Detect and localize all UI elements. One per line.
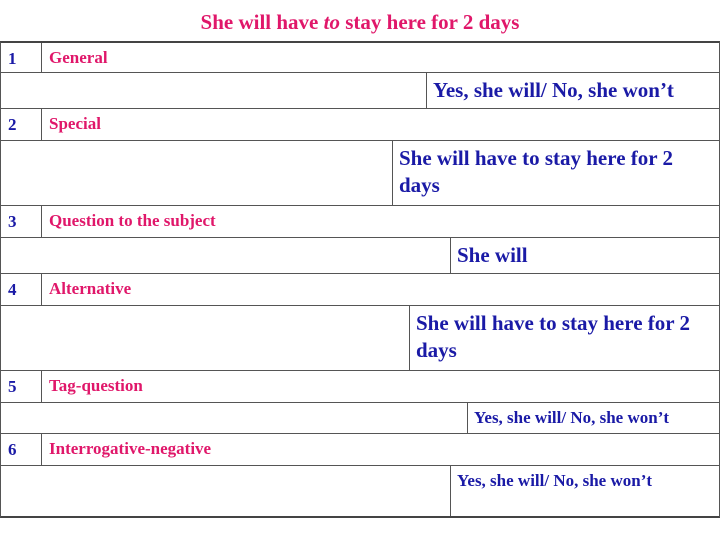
- row-number: 5: [1, 371, 42, 402]
- blank-cell: [1, 466, 451, 516]
- page-title: [0, 10, 720, 35]
- type-row-2: [0, 109, 720, 141]
- blank-cell: [1, 306, 410, 370]
- answer-cell: Yes, she will/ No, she won’t: [433, 78, 674, 102]
- type-row-4: [0, 274, 720, 306]
- blank-cell: [1, 73, 427, 108]
- row-number: 2: [1, 109, 42, 140]
- answer-row-6: [0, 466, 720, 518]
- answer-row-5: [0, 403, 720, 434]
- type-row-5: [0, 371, 720, 403]
- question-type-label: Question to the subject: [49, 211, 216, 230]
- answer-cell: Yes, she will/ No, she won’t: [474, 408, 670, 427]
- question-type-label: Special: [49, 114, 101, 133]
- title-before: She will have: [200, 10, 324, 34]
- answer-row-1: [0, 73, 720, 109]
- answer-cell: Yes, she will/ No, she won’t: [457, 471, 653, 490]
- answer-cell: She will have to stay here for 2 days: [399, 146, 673, 197]
- blank-cell: [1, 403, 468, 433]
- type-row-6: [0, 434, 720, 466]
- title-italic: to: [323, 10, 340, 34]
- blank-cell: [1, 141, 393, 205]
- row-number: 4: [1, 274, 42, 305]
- answer-row-4: [0, 306, 720, 371]
- type-row-3: [0, 206, 720, 238]
- title-after: stay here for 2 days: [339, 10, 520, 34]
- answer-row-3: [0, 238, 720, 274]
- question-type-label: Interrogative-negative: [49, 439, 212, 458]
- blank-cell: [1, 238, 451, 273]
- type-row-1: [0, 41, 720, 73]
- answer-row-2: [0, 141, 720, 206]
- question-type-label: Tag-question: [49, 376, 143, 395]
- row-number: 6: [1, 434, 42, 465]
- row-number: 1: [1, 43, 42, 72]
- sentence-types-table: [0, 41, 720, 518]
- answer-cell: She will have to stay here for 2 days: [416, 311, 690, 362]
- question-type-label: Alternative: [49, 279, 132, 298]
- answer-cell: She will: [457, 243, 528, 267]
- question-type-label: General: [49, 48, 108, 67]
- row-number: 3: [1, 206, 42, 237]
